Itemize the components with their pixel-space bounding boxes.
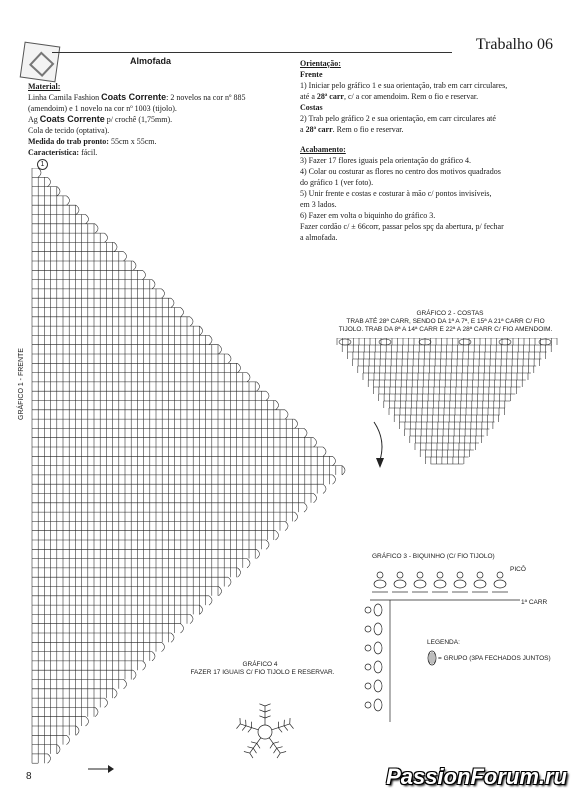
materials-block	[28, 56, 288, 158]
graph4-desc: FAZER 17 IGUAIS C/ FIO TIJOLO E RESERVAR.	[190, 669, 335, 676]
row-start-marker: 1	[37, 159, 48, 170]
graph2-line-2: TIJOLO. TRAB DA 8ª A 14ª CARR E 22ª A 28ª CARR C/ FIO AMENDOIM.	[338, 326, 553, 333]
header-rule	[52, 52, 452, 53]
costas-title: Costas	[300, 103, 323, 112]
finishing-line-2: 4) Colar ou costurar as flores no centro dos motivos quadrados	[300, 167, 501, 176]
material-line-4: Cola de tecido (optativa).	[28, 126, 110, 135]
finishing-line-7: Fazer cordão c/ ± 66corr, passar pelos spç da abertura, p/ fechar	[300, 222, 504, 231]
watermark: PassionForum.ru	[386, 764, 567, 789]
graph2-chart	[335, 338, 560, 478]
costas-line-1: 2) Trab pelo gráfico 2 e sua orientação, em carr circulares até	[300, 114, 496, 123]
arrow-right-icon	[88, 764, 114, 774]
finishing-title: Acabamento:	[300, 145, 346, 154]
costas-line-2: a 28ª carr. Rem o fio e reservar.	[300, 125, 404, 134]
graph3-pico-label: PICÔ	[510, 566, 526, 573]
graph4-title: GRÁFICO 4	[242, 661, 278, 668]
frente-title: Frente	[300, 70, 323, 79]
orientation-title: Orientação:	[300, 59, 341, 68]
frente-line-2: até a 28ª carr, c/ a cor amendoim. Rem o fio e reservar.	[300, 92, 479, 101]
group-stitch-icon	[427, 650, 437, 666]
characteristic-line: Característica: fácil.	[28, 148, 98, 157]
finishing-line-8: a almofada.	[300, 233, 338, 242]
material-label: Material:	[28, 82, 61, 91]
finishing-line-3: do gráfico 1 (ver foto).	[300, 178, 374, 187]
page-number: 8	[26, 771, 32, 782]
finishing-line-1: 3) Fazer 17 flores iguais pela orientação do gráfico 4.	[300, 156, 472, 165]
finishing-line-6: 6) Fazer em volta o biquinho do gráfico 3.	[300, 211, 436, 220]
graph4-flower-chart	[215, 688, 315, 776]
measure-line: Medida do trab pronto: 55cm x 55cm.	[28, 137, 157, 146]
material-line-1: Linha Camila Fashion Coats Corrente: 2 novelos na cor nº 885	[28, 92, 246, 102]
graph1-chart	[30, 168, 360, 778]
finishing-line-5: em 3 lados.	[300, 200, 337, 209]
page-title: Trabalho 06	[475, 36, 553, 53]
material-line-3: Ag Coats Corrente p/ crochê (1,75mm).	[28, 114, 173, 124]
frente-line-1: 1) Iniciar pelo gráfico 1 e sua orientação, trab em carr circulares,	[300, 81, 508, 90]
section-title: Almofada	[130, 56, 172, 66]
graph3-title: GRÁFICO 3 - BIQUINHO (C/ FIO TIJOLO)	[372, 553, 495, 560]
legend-item: = GRUPO (3PA FECHADOS JUNTOS)	[438, 655, 551, 662]
graph1-label: GRÁFICO 1 - FRENTE	[18, 348, 25, 420]
graph2-title: GRÁFICO 2 - COSTAS	[416, 310, 484, 317]
material-line-2: (amendoim) e 1 novelo na cor nº 1003 (tijolo).	[28, 104, 177, 113]
graph2-line-1: TRAB ATÉ 28ª CARR, SENDO DA 1ª A 7ª, E 15ª A 21ª CARR C/ FIO	[346, 318, 545, 325]
arrow-curve-icon	[370, 420, 390, 470]
graph3-row-label: 1ª CARR	[521, 599, 548, 606]
finishing-line-4: 5) Unir frente e costas e costurar à mão c/ pontos invisíveis,	[300, 189, 492, 198]
legend-title: LEGENDA:	[427, 639, 460, 646]
